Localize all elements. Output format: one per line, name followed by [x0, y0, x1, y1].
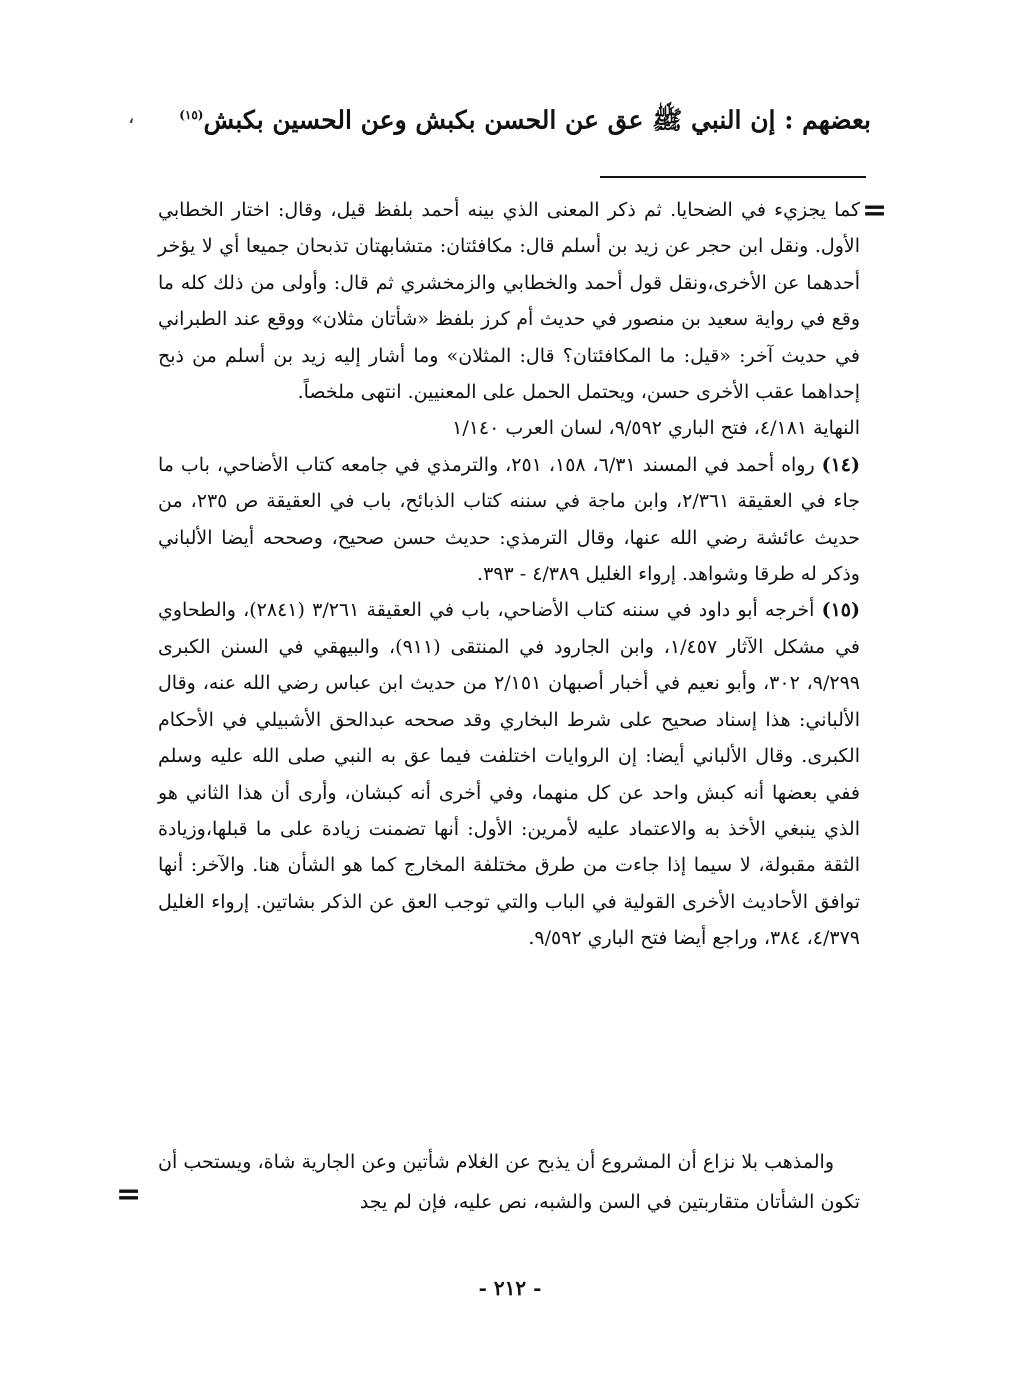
footnote-14: [158, 447, 860, 593]
continuation-mark-top: =: [862, 193, 888, 228]
footnote-number: (١٤): [821, 453, 861, 476]
footnote-text: رواه أحمد في المسند ٦/٣١، ١٥٨، ٢٥١، والترمذي في جامعه كتاب الأضاحي، باب ما جاء في العقيقة ٢/٣٦١، وابن ماجة في سننه كتاب الذبائح، باب في العقيقة ص ٢٣٥، من حديث عائشة رضي الله عنها، وقال الترمذي: حديث حسن صحيح، وصححه أيضا الألباني وذكر له طرقا وشواهد. إرواء الغليل ٤/٣٨٩ - ٣٩٣.: [158, 453, 860, 586]
header-margin-mark: ،: [128, 104, 135, 128]
page-number: - ٢١٢ -: [478, 1276, 542, 1300]
main-text-header-line: [111, 96, 871, 139]
footnote-references: [158, 410, 860, 446]
footnotes-block: [158, 192, 860, 957]
footnote-15: [158, 592, 860, 956]
body-paragraph: والمذهب بلا نزاع أن المشروع أن يذبح عن الغلام شأتين وعن الجارية شاة، ويستحب أن تكون الشأتان متقاربتين في السن والشبه، نص عليه، فإن لم يجد: [158, 1151, 860, 1213]
continuation-mark-bottom: =: [116, 1177, 142, 1212]
footnote-continued: [158, 192, 860, 410]
footnote-separator-rule: [600, 176, 866, 178]
footnote-number: (١٥): [821, 599, 861, 622]
footnote-text: النهاية ٤/١٨١، فتح الباري ٩/٥٩٢، لسان العرب ١/١٤٠: [452, 417, 860, 440]
footnote-reference-15: (١٥): [179, 108, 204, 122]
footnote-text: كما يجزيء في الضحايا. ثم ذكر المعنى الذي بينه أحمد بلفظ قيل، وقال: اختار الخطابي الأول. ونقل ابن حجر عن زيد بن أسلم قال: مكافئتان: متشابهتان تذبحان جميعا أي لا يؤخر أحدهما عن الأخرى،ونقل قول أحمد والخطابي والزمخشري ثم قال: وأولى من ذلك كله ما وقع في رواية سعيد بن منصور في حديث أم كرز بلفظ «شأتان مثلان» ووقع عند الطبراني في حديث آخر: «قيل: ما المكافئتان؟ قال: المثلان» وما أشار إليه زيد بن أسلم من ذبح إحداهما عقب الأخرى حسن، ويحتمل الحمل على المعنيين. انتهى ملخصاً.: [158, 199, 860, 404]
header-text: بعضهم : إن النبي ﷺ عق عن الحسن بكبش وعن الحسين بكبش: [203, 105, 871, 135]
main-text-body: [158, 1142, 860, 1222]
footnote-text: أخرجه أبو داود في سننه كتاب الأضاحي، باب في العقيقة ٣/٢٦١ (٢٨٤١)، والطحاوي في مشكل الآثار ١/٤٥٧، وابن الجارود في المنتقى (٩١١)، والبيهقي في السنن الكبرى ٩/٢٩٩، ٣٠٢، وأبو نعيم في أخبار أصبهان ٢/١٥١ من حديث ابن عباس رضي الله عنه، وقال الألباني: هذا إسناد صحيح على شرط البخاري وقد صححه عبدالحق الأشبيلي في الأحكام الكبرى. وقال الألباني أيضا: إن الروايات اختلفت فيما عق به النبي صلى الله عليه وسلم ففي بعضها أنه كبش واحد عن كل منهما، وفي أخرى أنه كبشان، وأرى أن هذا الثاني هو الذي ينبغي الأخذ به والاعتماد عليه لأمرين: الأول: أنها تضمنت زيادة على ما قبلها،وزيادة الثقة مقبولة، لا سيما إذا جاءت من طرق مختلفة المخارج كما هو الشأن هنا. والآخر: أنها توافق الأحاديث الأخرى القولية في الباب والتي توجب العق عن الذكر بشاتين. إرواء الغليل ٤/٣٧٩، ٣٨٤، وراجع أيضا فتح الباري ٩/٥٩٢.: [158, 599, 861, 950]
